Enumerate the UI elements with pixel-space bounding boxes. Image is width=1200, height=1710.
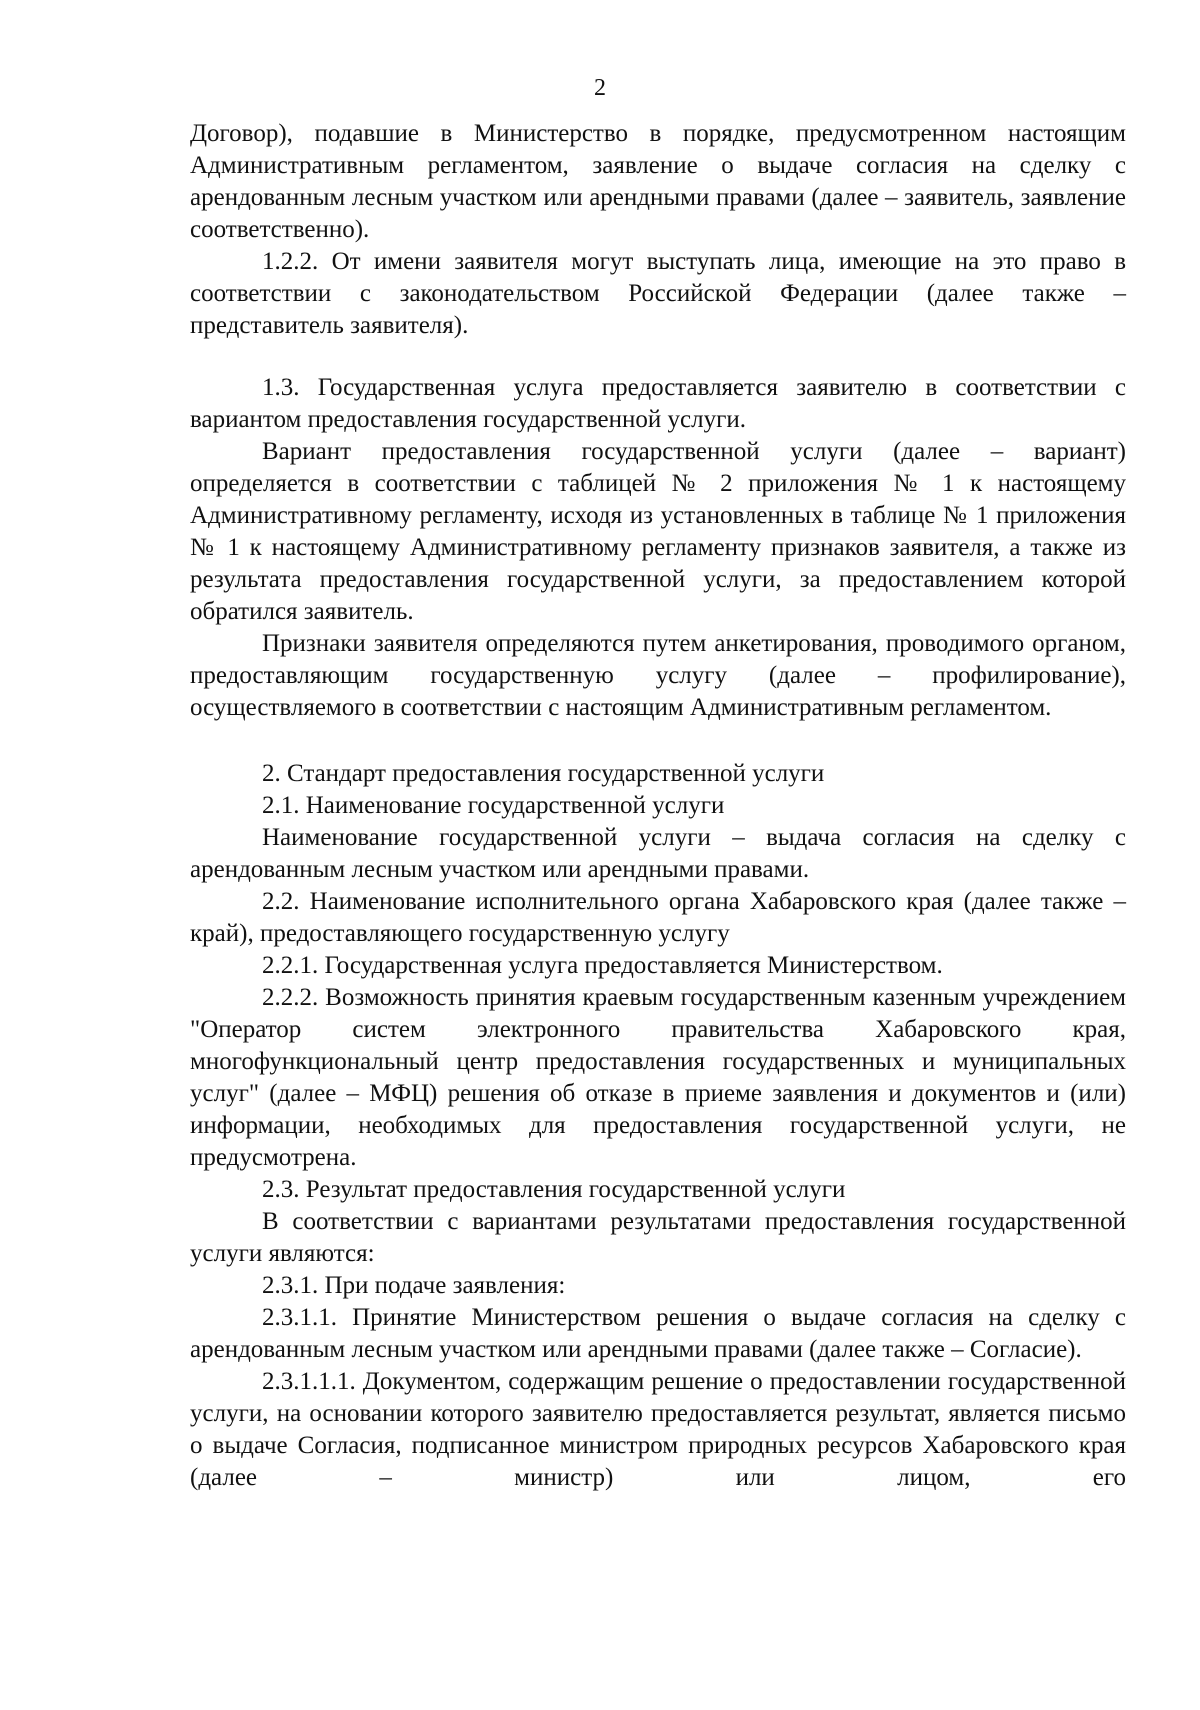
paragraph-2-2-1: 2.2.1. Государственная услуга предоставляется Министерством. [262,952,943,979]
paragraph-2-3-1: 2.3.1. При подаче заявления: [262,1272,566,1299]
paragraph-2-3-1-1-1: 2.3.1.1.1. Документом, содержащим решение о предоставлении государственной услуги, на основании которого заявителю предоставляется результат, является письмо о выдаче Согласия, подписанное министром природных ресурсов Хабаровского края (далее – министр) или лицом, его [190,1368,1126,1491]
page-number: 2 [594,75,606,101]
subheading-2-1: 2.1. Наименование государственной услуги [262,792,725,819]
subheading-2-2: 2.2. Наименование исполнительного органа Хабаровского края (далее также – край), предоставляющего государственную услугу [190,888,1126,947]
subheading-2-3: 2.3. Результат предоставления государственной услуги [262,1176,846,1203]
paragraph-variant: Вариант предоставления государственной услуги (далее – вариант) определяется в соответствии с таблицей № 2 приложения № 1 к настоящему Административному регламенту, исходя из установленных в таблице № 1 приложения № 1 к настоящему Административному регламенту признаков заявителя, а также из результата предоставления государственной услуги, за предоставлением которой обратился заявитель. [190,438,1126,625]
section-heading-2: 2. Стандарт предоставления государственной услуги [262,760,825,787]
paragraph-applicant-features: Признаки заявителя определяются путем анкетирования, проводимого органом, предоставляющим государственную услугу (далее – профилирование), осуществляемого в соответствии с настоящим Административным регламентом. [190,630,1126,721]
paragraph-1-2-2: 1.2.2. От имени заявителя могут выступать лица, имеющие на это право в соответствии с законодательством Российской Федерации (далее также – представитель заявителя). [190,248,1126,339]
document-body [190,118,1126,1494]
paragraph-service-name: Наименование государственной услуги – выдача согласия на сделку с арендованным лесным участком или арендными правами. [190,824,1126,883]
paragraph-1-3: 1.3. Государственная услуга предоставляется заявителю в соответствии с вариантом предоставления государственной услуги. [190,374,1126,433]
paragraph-applicant-definition: Договор), подавшие в Министерство в порядке, предусмотренном настоящим Административным регламентом, заявление о выдаче согласия на сделку с арендованным лесным участком или арендными правами (далее – заявитель, заявление соответственно). [190,120,1126,243]
paragraph-2-2-2: 2.2.2. Возможность принятия краевым государственным казенным учреждением "Оператор систем электронного правительства Хабаровского края, многофункциональный центр предоставления государственных и муниципальных услуг" (далее – МФЦ) решения об отказе в приеме заявления и документов и (или) информации, необходимых для предоставления государственной услуги, не предусмотрена. [190,984,1126,1171]
paragraph-2-3-1-1: 2.3.1.1. Принятие Министерством решения о выдаче согласия на сделку с арендованным лесным участком или арендными правами (далее также – Согласие). [190,1304,1126,1363]
paragraph-results-intro: В соответствии с вариантами результатами предоставления государственной услуги являются: [190,1208,1126,1267]
